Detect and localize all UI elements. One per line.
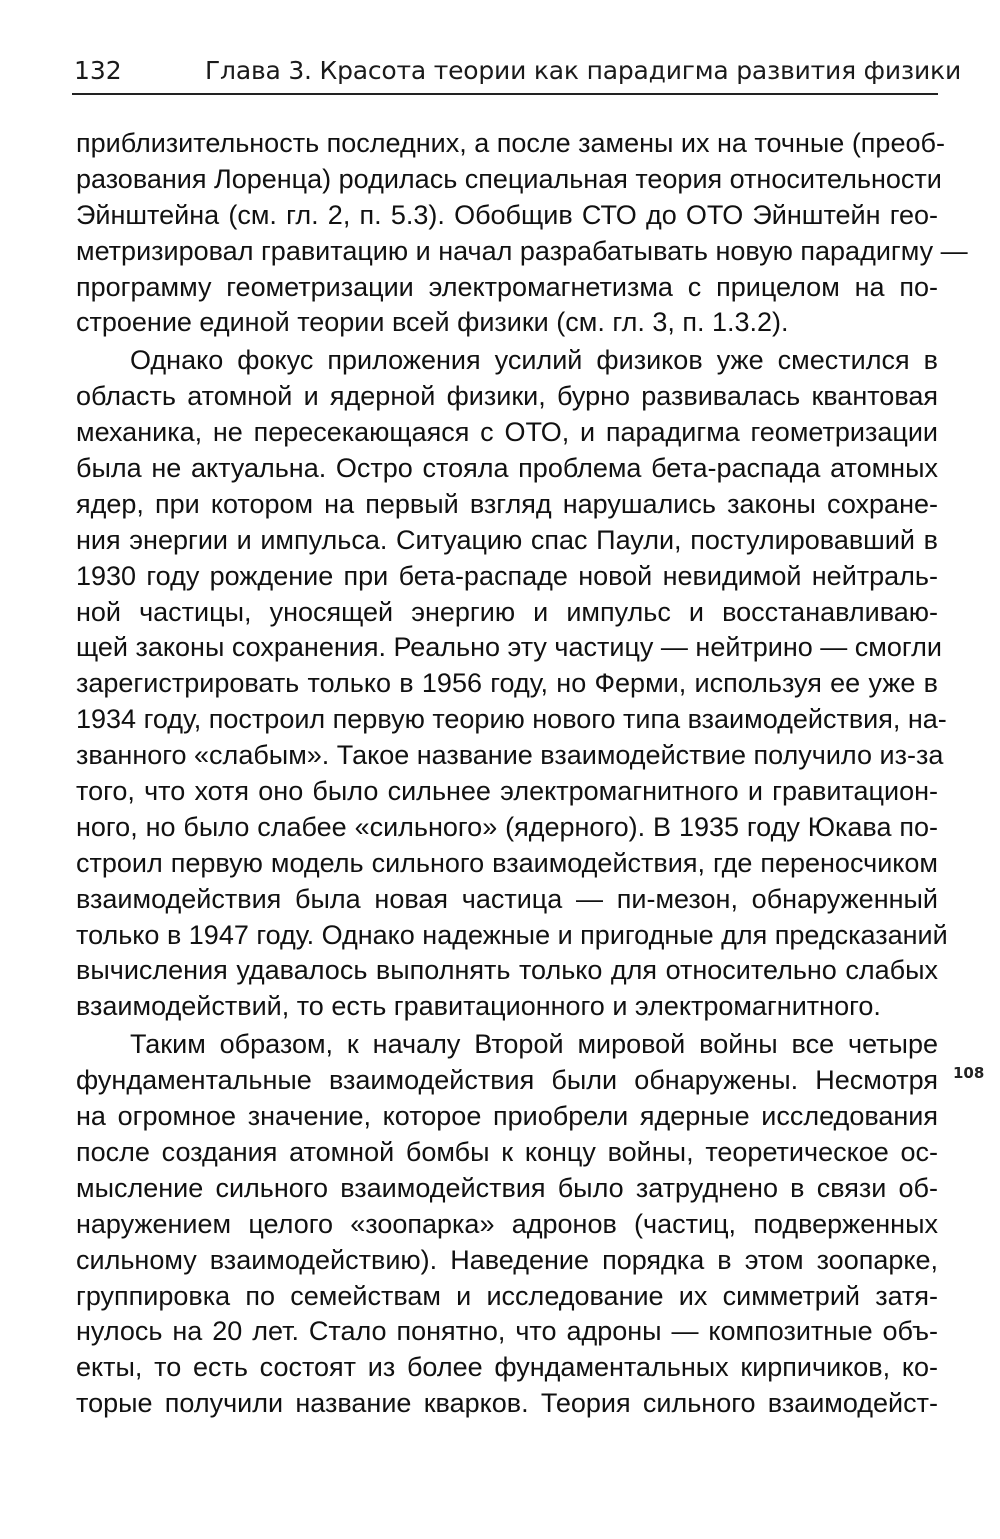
text-line: только в 1947 году. Однако надежные и пригодные для предсказаний: [76, 919, 948, 950]
text-line: взаимодействий, то есть гравитационного и электромагнитного.: [76, 991, 881, 1022]
text-line: ного, но было слабее «сильного» (ядерного). В 1935 году Юкава по-: [76, 811, 938, 842]
text-line: того, что хотя оно было сильнее электромагнитного и гравитацион-: [76, 776, 938, 807]
text-line: была не актуальна. Остро стояла проблема бета-распада атомных: [76, 453, 938, 484]
text-line: званного «слабым». Такое название взаимодействие получило из-за: [76, 740, 944, 771]
text-line: мысление сильного взаимодействия было затруднено в связи об-: [76, 1172, 938, 1203]
paragraph-3: [76, 1027, 938, 1422]
text-line: после создания атомной бомбы к концу войны, теоретическое ос-: [76, 1136, 938, 1167]
text-line: 1930 году рождение при бета-распаде новой невидимой нейтраль-: [76, 560, 938, 591]
text-line: Однако фокус приложения усилий физиков уже сместился в: [130, 345, 938, 376]
text-line: фундаментальные взаимодействия были обнаружены. Несмотря: [76, 1065, 938, 1096]
text-line: область атомной и ядерной физики, бурно развивалась квантовая: [76, 381, 938, 412]
text-line: ния энергии и импульса. Ситуацию спас Паули, постулировавший в: [76, 524, 938, 555]
text-line: Таким образом, к началу Второй мировой войны все четыре: [130, 1029, 938, 1060]
text-line: торые получили название кварков. Теория сильного взаимодейст-: [76, 1388, 938, 1419]
text-line: зарегистрировать только в 1956 году, но Ферми, используя ее уже в: [76, 668, 938, 699]
margin-note: 108: [953, 1064, 985, 1082]
paragraph-1: [76, 126, 968, 341]
text-line: нулось на 20 лет. Стало понятно, что адроны — композитные объ-: [76, 1316, 938, 1347]
page-number: 132: [74, 56, 122, 85]
page-header: [74, 50, 961, 90]
body-text: [76, 126, 968, 1422]
text-line: взаимодействия была новая частица — пи-мезон, обнаруженный: [76, 883, 938, 914]
text-line: ядер, при котором на первый взгляд нарушались законы сохране-: [76, 488, 938, 519]
text-line: строил первую модель сильного взаимодействия, где переносчиком: [76, 847, 938, 878]
text-line: разования Лоренца) родилась специальная теория относительности: [76, 163, 942, 194]
text-line: строение единой теории всей физики (см. гл. 3, п. 1.3.2).: [76, 307, 789, 338]
text-line: екты, то есть состоят из более фундаментальных кирпичиков, ко-: [76, 1352, 938, 1383]
text-line: Эйнштейна (см. гл. 2, п. 5.3). Обобщив СТО до ОТО Эйнштейн гео-: [76, 199, 938, 230]
text-line: приблизительность последних, а после замены их на точные (преоб-: [76, 128, 945, 158]
text-line: метризировал гравитацию и начал разрабатывать новую парадигму —: [76, 235, 968, 266]
text-line: наружением целого «зоопарка» адронов (частиц, подверженных: [76, 1208, 938, 1239]
text-line: 1934 году, построил первую теорию нового типа взаимодействия, на-: [76, 704, 947, 735]
text-line: щей законы сохранения. Реально эту частицу — нейтрино — смогли: [76, 632, 942, 663]
header-rule: [72, 93, 938, 95]
text-line: вычисления удавалось выполнять только для относительно слабых: [76, 955, 938, 986]
text-line: группировка по семействам и исследование их симметрий затя-: [76, 1280, 938, 1311]
paragraph-2: [76, 343, 948, 1025]
text-line: программу геометризации электромагнетизма с прицелом на по-: [76, 271, 938, 302]
text-line: ной частицы, уносящей энергию и импульс и восстанавливаю-: [76, 596, 938, 627]
running-head: Глава 3. Красота теории как парадигма развития физики: [205, 56, 961, 85]
text-line: сильному взаимодействию). Наведение порядка в этом зоопарке,: [76, 1244, 938, 1275]
text-line: механика, не пересекающаяся с ОТО, и парадигма геометризации: [76, 417, 938, 448]
text-line: на огромное значение, которое приобрели ядерные исследования: [76, 1101, 938, 1132]
